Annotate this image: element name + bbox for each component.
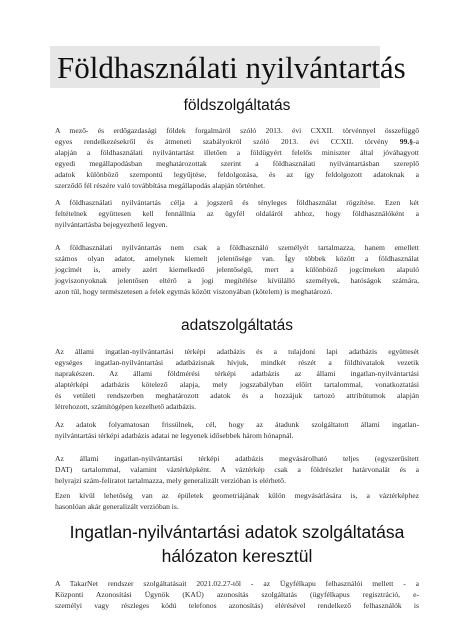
paragraph (55, 242, 419, 297)
text-line: Központi Azonosítási Ügynök (KAÜ) azonosítás szolgáltatás (ügyfélkapus regisztráció, e- (55, 590, 419, 600)
text-line: szerződő fél részére való továbbítása megállapodás alapján történhet. (55, 181, 265, 191)
text-fragment: -a (413, 137, 419, 147)
text-line: feltételnek együttesen kell fennállnia az ügyfél oldaláról ahhoz, hogy földhasználóként a (55, 209, 419, 219)
text-line: DAT) tartalommal, valamint váztérképként. A váztérkép csak a földrészlet határvonalát és a (55, 465, 419, 475)
text-line: alaptérképi adatbázis kötelező alapja, mely jogszabályban előírt tartalommal, vonatkoztatási (55, 380, 419, 390)
text-line: egyedi megállapodásban meghatározottak szerint a földhasználati nyilvántartásban szereplő (55, 159, 419, 169)
paragraph (55, 125, 419, 192)
text-fragment: egyes rendelkezésekről és átmeneti szabályokról szóló 2013. évi CCXII. törvény (55, 137, 389, 147)
text-line: naprakészen. Az állami földmérési térképi adatbázis az állami ingatlan-nyilvántartási (55, 369, 419, 379)
text-line: jogcímét is, amely azért kiemelkedő jelentőségű, mert a különböző jogcímeken alapuló (55, 265, 419, 275)
section-heading-halozati-szolgaltatas-line1: Ingatlan-nyilvántartási adatok szolgáltatása (69, 522, 405, 542)
section-heading-foldszolgaltatas: földszolgáltatás (183, 97, 291, 114)
text-line: Az állami ingatlan-nyilvántartási térképi adatbázis megvásárolható teljes (egyszerűsített (55, 454, 419, 463)
paragraph (55, 490, 419, 512)
legal-reference: 99.§ (399, 137, 414, 147)
paragraph (55, 197, 419, 230)
page-title: Földhasználati nyilvántartás (57, 50, 406, 85)
text-line: létrehozott, számítógépen kezelhető adatbázis. (55, 402, 197, 412)
paragraph (55, 578, 419, 611)
text-line: helyrajzi szám-feliratot tartalmazza, mely generalizált verzióban is elérhető. (55, 476, 286, 486)
text-line: hasonlóan akár generalizált verzióban is. (55, 502, 179, 512)
text-line: alapján a földhasználati nyilvántartást illetően a földügyért felelős miniszter által jóváhagyott (55, 148, 419, 158)
text-line: adatok különböző szempontú legyűjtése, feldolgozása, és az így feldolgozott adatoknak a (55, 170, 419, 180)
paragraph (55, 453, 419, 486)
text-line: A mező- és erdőgazdasági földek forgalmáról szóló 2013. évi CXXII. törvénnyel összefüggő (55, 126, 419, 135)
text-line: Az állami ingatlan-nyilvántartási térképi adatbázis és a tulajdoni lapi adatbázis együttesét (55, 347, 419, 356)
text-line: A földhasználati nyilvántartás nem csak a földhasználó személyét tartalmazza, hanem emellett (55, 243, 419, 252)
text-line-with-ref (55, 136, 419, 147)
text-line: azon túl, hogy természetesen a felek egymás között viszonyában (kötelem) is meghatározó. (55, 287, 333, 297)
text-line: személyi vagy részleges kódú telefonos azonosítás) elérésével rendelkező felhasználók is (55, 601, 419, 611)
paragraph (55, 419, 419, 441)
text-line: nyilvántartási térképi adatbázis adatai ne legyenek idősebbek három hónapnál. (55, 431, 294, 441)
text-line: egységes ingatlan-nyilvántartási adatbázisnak hívjuk, mindkét részét a földhivatalok vezetik (55, 358, 419, 368)
text-line: A TakarNet rendszer szolgáltatásait 2021.02.27-től - az Ügyfélkapu felhasználói mellett - a (55, 579, 419, 588)
text-line: jogviszonyoknak jelentősen eltérő a jogi megítélése kívülálló személyek, hatóságok számára, (55, 276, 419, 286)
paragraph (55, 346, 419, 413)
section-heading-halozati-szolgaltatas-line2: hálózaton keresztül (161, 546, 313, 566)
text-line: számos olyan adatot, amelynek kiemelt jelentősége van. Így többek között a földhasználat (55, 254, 419, 264)
text-line: és vetületi rendszerben meghatározott adatok és a hozzájuk tartozó attribútumok alapján (55, 391, 419, 401)
text-line: Az adatok folyamatosan frissülnek, cél, hogy az átadunk szolgáltatott állami ingatlan- (55, 420, 419, 429)
text-line: Ezen kívül lehetőség van az épületek geometriájának külön megvásárlására is, a váztérképhez (55, 491, 419, 500)
text-line: nyilvántartásba bejegyezhető legyen. (55, 220, 168, 230)
text-line: A földhasználati nyilvántartás célja a jogszerű és tényleges földhasználat rögzítése. Ezen két (55, 198, 419, 207)
section-heading-adatszolgaltatas: adatszolgáltatás (180, 317, 294, 334)
